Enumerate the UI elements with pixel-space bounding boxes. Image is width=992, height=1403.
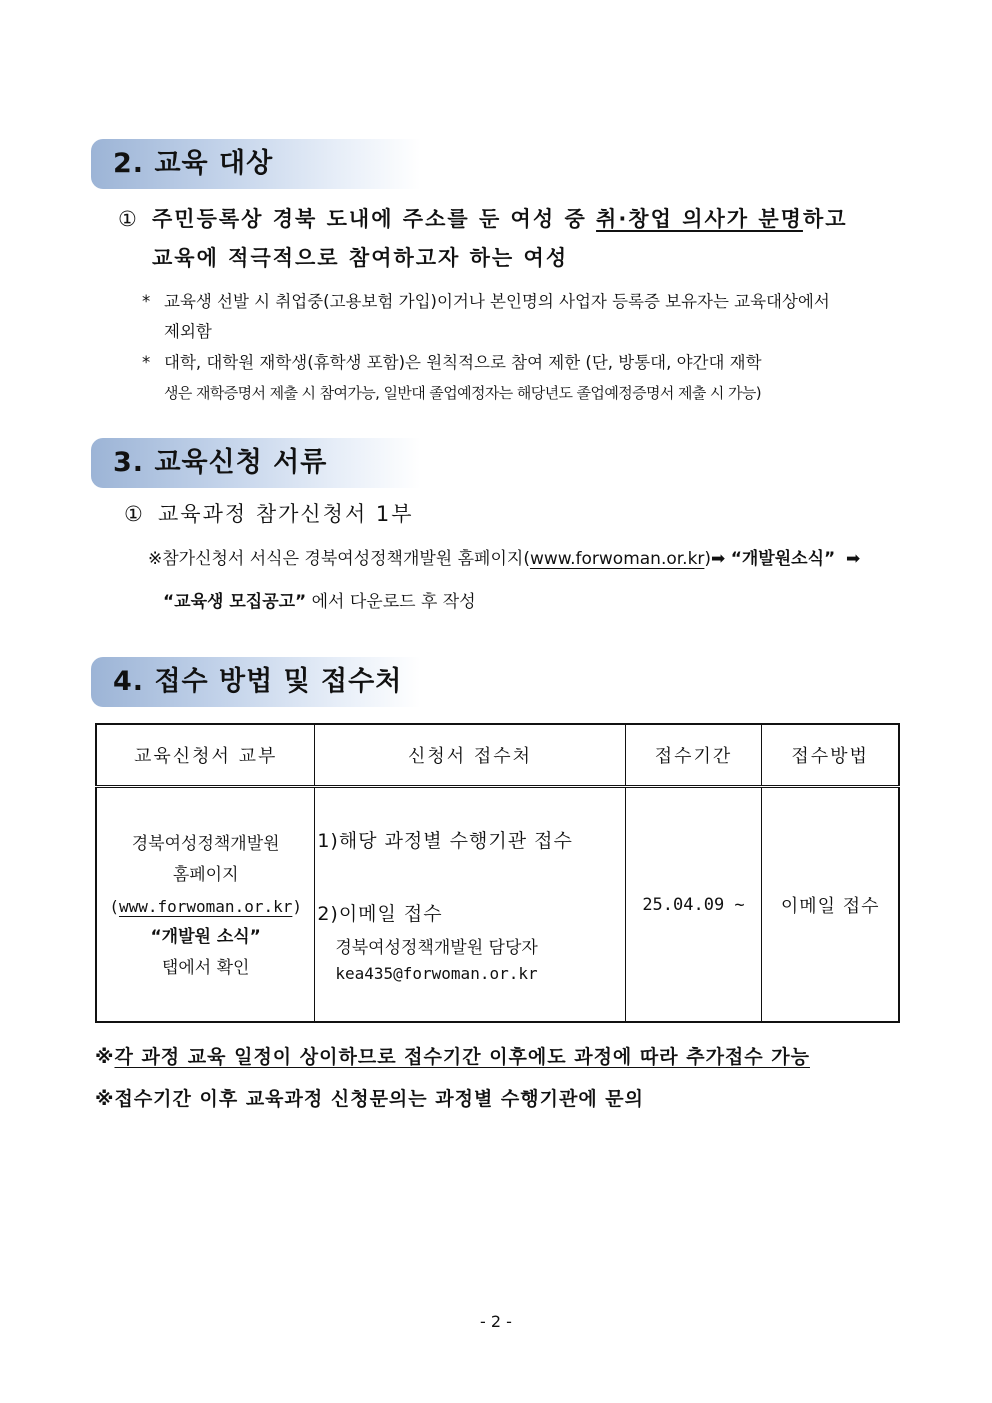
section2-note2: * 대학, 대학원 재학생(휴학생 포함)은 원칙적으로 참여 제한 (단, 방통대, 야간대 재학 생은 재학증명서 제출 시 참여가능, 일반대 졸업예정자는 해당년도 졸업예정증명서 제출 시 가능)	[142, 348, 762, 408]
item-marker: ①	[124, 502, 145, 526]
contact-email[interactable]: kea435@forwoman.or.kr	[335, 964, 538, 983]
reception-table	[95, 723, 900, 1023]
table-header-row	[96, 724, 899, 787]
homepage-link[interactable]: www.forwoman.or.kr	[529, 549, 705, 569]
section2-item1-line2: 교육에 적극적으로 참여하고자 하는 여성	[152, 246, 569, 270]
section4-heading: 4. 접수 방법 및 접수처	[91, 657, 421, 707]
header-method: 접수방법	[762, 724, 899, 787]
item-marker: ①	[118, 207, 139, 231]
footnote-2: ※접수기간 이후 교육과정 신청문의는 과정별 수행기관에 문의	[95, 1088, 645, 1110]
header-distribution: 교육신청서 교부	[96, 724, 315, 787]
homepage-link[interactable]: www.forwoman.or.kr	[118, 896, 293, 916]
cell-distribution: 경북여성정책개발원 홈페이지 (www.forwoman.or.kr) “개발원 소식” 탭에서 확인	[96, 787, 315, 1023]
table-row	[96, 787, 899, 1023]
footnote-1: ※각 과정 교육 일정이 상이하므로 접수기간 이후에도 과정에 따라 추가접수 가능	[95, 1046, 810, 1068]
header-period: 접수기간	[625, 724, 762, 787]
section3-guide-line2: “교육생 모집공고” 에서 다운로드 후 작성	[163, 592, 476, 612]
underlined-phrase: 취·창업 의사가 분명	[596, 207, 803, 231]
section2-item1-line1: ① 주민등록상 경북 도내에 주소를 둔 여성 중 취·창업 의사가 분명하고	[118, 207, 848, 231]
note-marker: *	[142, 292, 151, 311]
cell-method: 이메일 접수	[762, 787, 899, 1023]
note-marker: *	[142, 353, 151, 372]
cell-period: 25.04.09 ~	[625, 787, 762, 1023]
section2-note1: * 교육생 선발 시 취업중(고용보험 가입)이거나 본인명의 사업자 등록증 보유자는 교육대상에서 제외함	[142, 287, 830, 347]
section3-guide-line1: ※참가신청서 서식은 경북여성정책개발원 홈페이지(www.forwoman.or.kr)➡ “개발원소식” ➡	[148, 549, 861, 569]
header-receiving-office: 신청서 접수처	[315, 724, 625, 787]
page-number: - 2 -	[480, 1312, 512, 1331]
arrow-icon: ➡	[845, 549, 861, 569]
section2-heading: 2. 교육 대상	[91, 139, 421, 189]
section3-heading: 3. 교육신청 서류	[91, 438, 421, 488]
section3-item1: ① 교육과정 참가신청서 1부	[124, 502, 414, 526]
cell-receiving-office: 1)해당 과정별 수행기관 접수 2)이메일 접수 경북여성정책개발원 담당자 kea435@forwoman.or.kr	[315, 787, 625, 1023]
